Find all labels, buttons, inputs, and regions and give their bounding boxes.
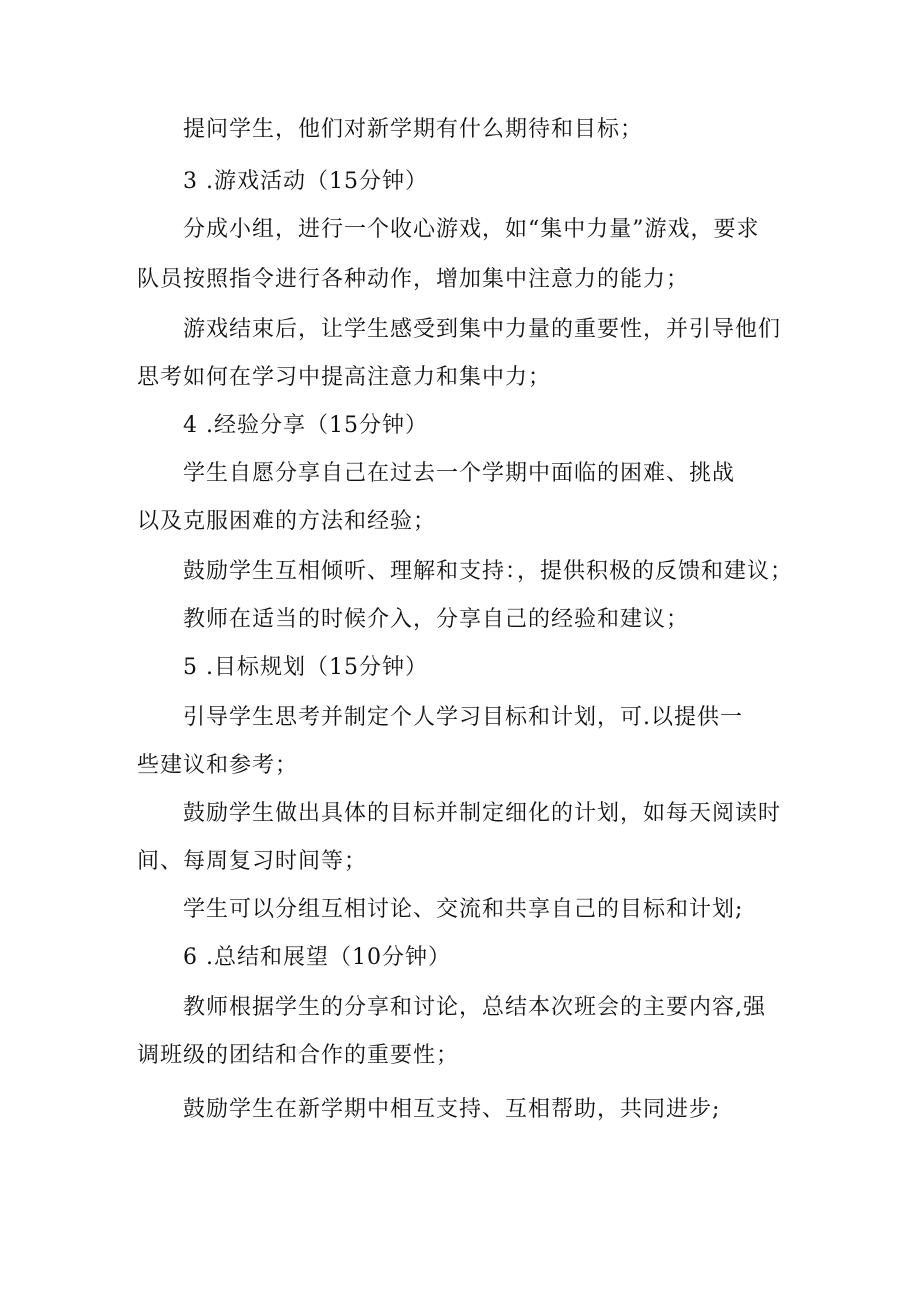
text-line: 分成小组，进行一个收心游戏，如“集中力量”游戏，要求	[183, 217, 760, 242]
text-line: 思考如何在学习中提高注意力和集中力；	[137, 365, 552, 390]
text-line: 教师根据学生的分享和讨论，总结本次班会的主要内容,强	[183, 995, 766, 1020]
text-line: 队员按照指令进行各种动作，增加集中注意力的能力；	[137, 267, 690, 292]
text-line: 学生自愿分享自己在过去一个学期中面临的困难、挑战	[183, 461, 736, 486]
text-line: 鼓励学生在新学期中相互支持、互相帮助，共同进步;	[183, 1097, 721, 1122]
text-line: 些建议和参考；	[137, 753, 299, 778]
text-line: 调班级的团结和合作的重要性；	[137, 1043, 460, 1068]
text-line: 间、每周复习时间等；	[137, 849, 368, 874]
text-line: 提问学生，他们对新学期有什么期待和目标；	[183, 117, 644, 142]
text-line: 引导学生思考并制定个人学习目标和计划，可.以提供一	[183, 705, 743, 730]
section-heading: 6 .总结和展望（10分钟）	[183, 945, 451, 970]
section-heading: 4 .经验分享（15分钟）	[183, 413, 428, 438]
text-line: 游戏结束后，让学生感受到集中力量的重要性，并引导他们	[183, 317, 782, 342]
text-line: 以及克服困难的方法和经验；	[137, 509, 437, 534]
section-heading: 5 .目标规划（15分钟）	[183, 655, 428, 680]
section-heading: 3 .游戏活动（15分钟）	[183, 169, 428, 194]
text-line: 鼓励学生做出具体的目标并制定细化的计划，如每天阅读时	[183, 801, 782, 826]
text-line: 学生可以分组互相讨论、交流和共享自己的目标和计划;	[183, 897, 744, 922]
text-line: 教师在适当的时候介入，分享自己的经验和建议；	[183, 607, 690, 632]
text-line: 鼓励学生互相倾听、理解和支持：，提供积极的反馈和建议；	[183, 559, 794, 584]
